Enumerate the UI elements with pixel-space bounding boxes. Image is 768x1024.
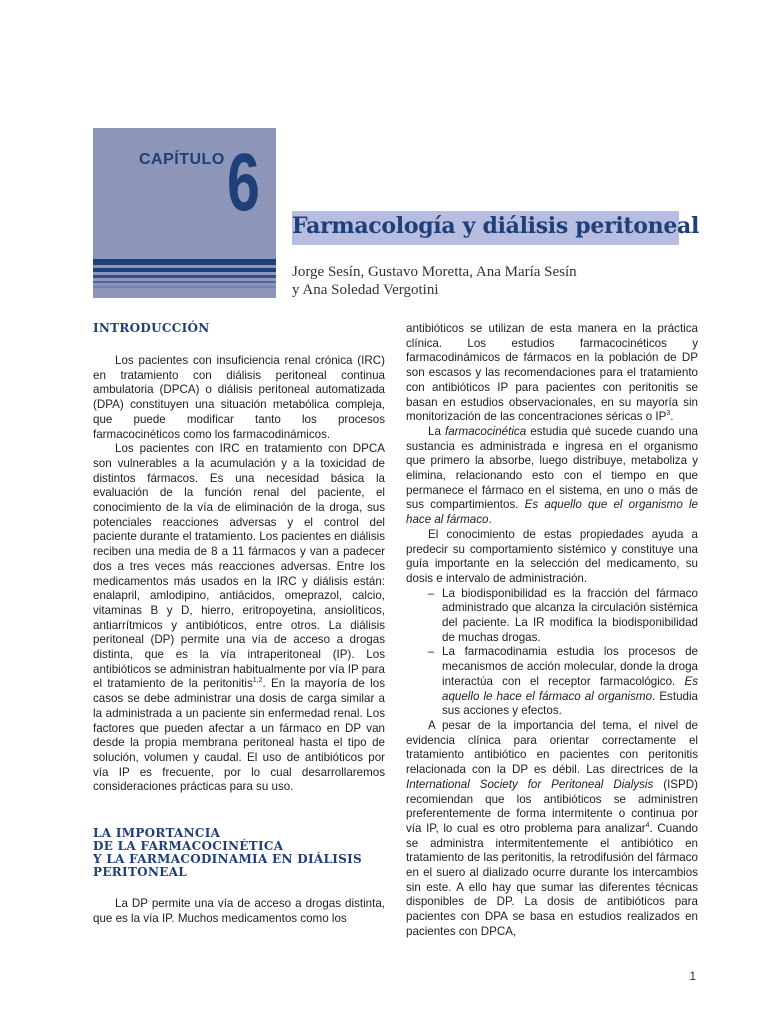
chapter-banner (93, 128, 276, 298)
paragraph: La DP permite una vía de acceso a drogas distinta, que es la vía IP. Muchos medicamentos como los (93, 897, 385, 925)
authors (292, 263, 622, 299)
citation: 4 (645, 822, 650, 830)
right-column (406, 322, 698, 940)
chapter-title: Farmacología y diálisis peritoneal (292, 213, 700, 239)
paragraph: La farmacocinética estudia qué sucede cuando una sustancia es administrada e ingresa en el organismo que primero la absorbe, luego distribuye, metaboliza y elimina, relacionando esto con el tiempo en que permanece el fármaco en el sistema, en uno o más de sus compartimientos. Es aquello que el organismo le hace al fármaco. (406, 424, 698, 527)
section-heading-introduction: INTRODUCCIÓN (93, 321, 210, 335)
chapter-number: 6 (227, 137, 260, 228)
authors-line: y Ana Soledad Vergotini (292, 282, 439, 298)
citation: 3 (666, 410, 671, 418)
citation: 1,2 (252, 677, 263, 685)
bullet-text: La biodisponibilidad es la fracción del fármaco administrado que alcanza la circulación sistémica del paciente. La IR modifica la biodisponibilidad de muchas drogas. (442, 586, 698, 644)
term-pharmacokinetics: farmacocinética (444, 424, 527, 438)
banner-stripe (93, 259, 276, 265)
left-column (93, 322, 385, 927)
chapter-label: CAPÍTULO (139, 151, 225, 168)
banner-stripe (93, 275, 276, 278)
paragraph: Los pacientes con insuficiencia renal crónica (IRC) en tratamiento con diálisis peritoneal continua ambulatoria (DPCA) o diálisis peritoneal automatizada (DPA) constituyen una situación metabólica compleja, que puede modificar tanto los procesos farmacocinéticos como los farmacodinámicos. (93, 354, 385, 441)
banner-stripe (93, 281, 276, 283)
paragraph: Los pacientes con IRC en tratamiento con DPCA son vulnerables a la acumulación y a la toxicidad de distintos fármacos. Es una necesidad básica la evaluación de la función renal del paciente, el conocimiento de la vía de eliminación de la droga, sus potenciales reacciones adversas y el control del paciente durante el tratamiento. Los pacientes en diálisis reciben una media de 8 a 11 fármacos y van a padecer dos a tres veces más reacciones adversas. Entre los medicamentos más usados en la IRC y diálisis están: enalapril, amlodipino, antiácidos, omeprazol, calcio, vitaminas B y D, hierro, eritropoyetina, ansiolíticos, antiarrítmicos y antibióticos, entre otros. La diálisis peritoneal (DP) permite una vía de acceso a drogas distinta, que es la vía intraperitoneal (IP). Los antibióticos se administran habitualmente por vía IP para el tratamiento de la peritonitis$^{1,2}$. En la mayoría de los casos se debe administrar una dosis de carga similar a la administrada a un paciente sin enfermedad renal. Los factores que pueden afectar a un fármaco en DP van desde la propia membrana peritoneal hasta el tipo de solución, volumen y caudal. El uso de antibióticos por vía IP es frecuente, por lo cual desarrollaremos consideraciones prácticas para su uso. (93, 442, 385, 794)
bullet-item (406, 645, 698, 719)
bullet-dash: – (427, 586, 435, 600)
banner-stripe (93, 286, 276, 288)
authors-line: Jorge Sesín, Gustavo Moretta, Ana María Sesín (292, 264, 577, 280)
bullet-item (406, 587, 698, 646)
paragraph: antibióticos se utilizan de esta manera en la práctica clínica. Los estudios farmacocinéticos y farmacodinámicos de fármacos en la población de DP son escasos y las recomendaciones para el tratamiento con antibióticos IP para pacientes con peritonitis se basan en estudios observacionales, en su mayoría sin monitorización de las concentraciones séricas o $IP^3$. (406, 322, 698, 424)
paragraph: A pesar de la importancia del tema, el nivel de evidencia clínica para orientar correctamente el tratamiento antibiótico en pacientes con peritonitis relacionada con la DP es débil. Las directrices de la International Society for Peritoneal Dialysis (ISPD) recomiendan que los antibióticos se administren preferentemente de forma intermitente o continua por vía IP, lo cual es otro problema para analizar$^4$. Cuando se administra intermitentemente el antibiótico en tratamiento de las peritonitis, la retrodifusión del fármaco en el suero al dializado ocurre durante los intercambios sin este. A ello hay que sumar las diferentes técnicas disponibles de DP. La dosis de antibióticos para pacientes con DPA se basa en estudios realizados en pacientes con DPCA, (406, 718, 698, 938)
bullet-dash: – (427, 645, 435, 659)
page-number: 1 (689, 969, 696, 983)
bullet-text: La farmacodinamia estudia los procesos de mecanismos de acción molecular, donde la droga interactúa con el receptor farmacológico. Es aquello le hace el fármaco al organismo. Estudia sus acciones y efectos. (442, 645, 698, 718)
section-heading-pharmacology: LA IMPORTANCIA DE LA FARMACOCINÉTICA Y LA FARMACODINAMIA EN DIÁLISIS PERITONEAL (93, 826, 362, 880)
banner-stripe (93, 268, 276, 272)
paragraph: El conocimiento de estas propiedades ayuda a predecir su comportamiento sistémico y constituye una guía importante en la selección del medicamento, su dosis e intervalo de administración. (406, 527, 698, 585)
